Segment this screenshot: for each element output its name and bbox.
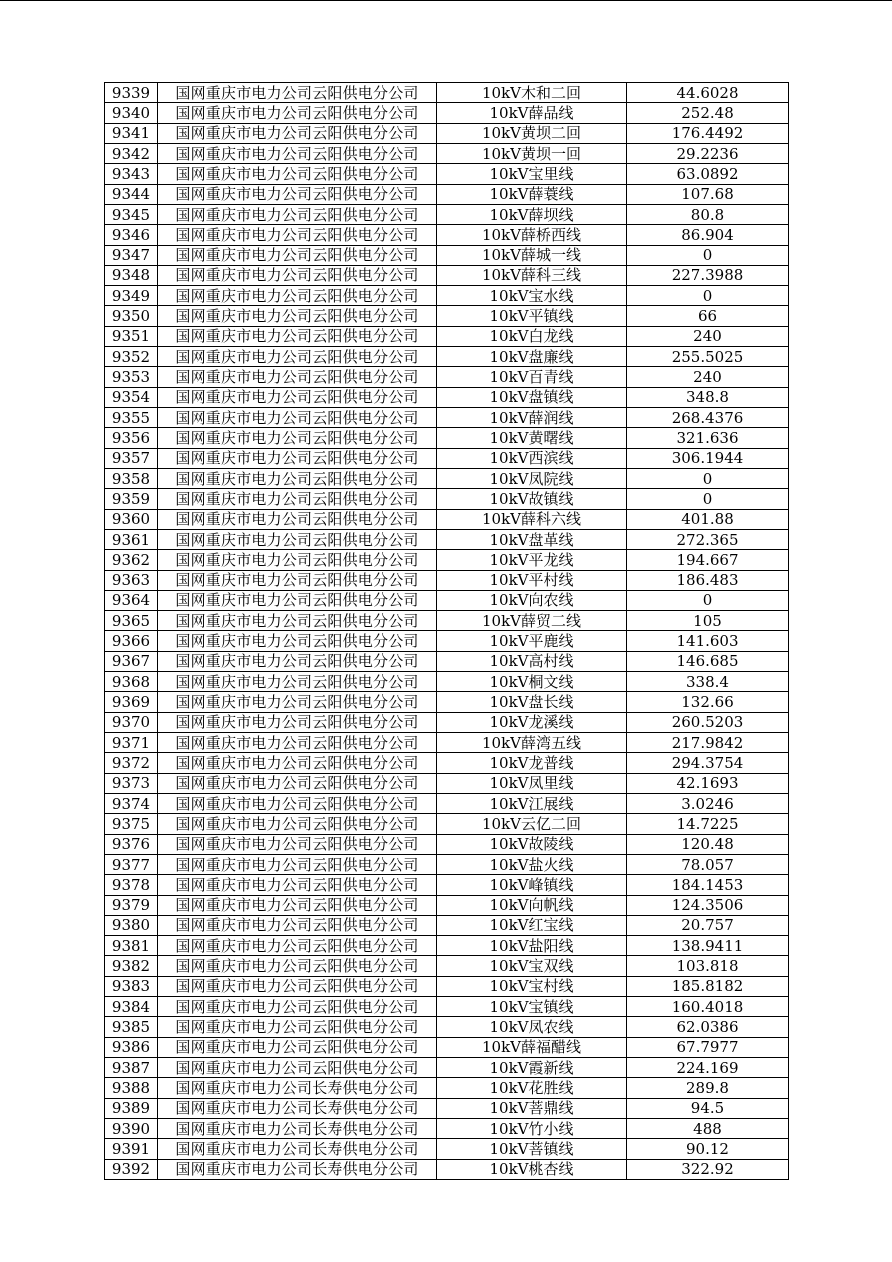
row-number: 9381: [105, 936, 158, 956]
company-name: 国网重庆市电力公司云阳供电分公司: [158, 468, 437, 488]
row-number: 9391: [105, 1139, 158, 1159]
company-name: 国网重庆市电力公司云阳供电分公司: [158, 814, 437, 834]
line-name: 10kV百青线: [437, 367, 627, 387]
row-number: 9345: [105, 204, 158, 224]
line-name: 10kV盐火线: [437, 854, 627, 874]
table-row: [105, 814, 789, 834]
company-name: 国网重庆市电力公司云阳供电分公司: [158, 651, 437, 671]
value: 20.757: [627, 915, 789, 935]
table-row: [105, 143, 789, 163]
company-name: 国网重庆市电力公司长寿供电分公司: [158, 1078, 437, 1098]
table-row: [105, 773, 789, 793]
row-number: 9389: [105, 1098, 158, 1118]
value: 186.483: [627, 570, 789, 590]
line-name: 10kV薛蓑线: [437, 184, 627, 204]
company-name: 国网重庆市电力公司云阳供电分公司: [158, 834, 437, 854]
company-name: 国网重庆市电力公司云阳供电分公司: [158, 936, 437, 956]
value: 78.057: [627, 854, 789, 874]
row-number: 9354: [105, 387, 158, 407]
row-number: 9342: [105, 143, 158, 163]
value: 272.365: [627, 529, 789, 549]
row-number: 9344: [105, 184, 158, 204]
line-name: 10kV宝双线: [437, 956, 627, 976]
line-name: 10kV云亿二回: [437, 814, 627, 834]
value: 62.0386: [627, 1017, 789, 1037]
row-number: 9371: [105, 733, 158, 753]
value: 0: [627, 286, 789, 306]
value: 0: [627, 245, 789, 265]
company-name: 国网重庆市电力公司云阳供电分公司: [158, 225, 437, 245]
line-name: 10kV宝水线: [437, 286, 627, 306]
company-name: 国网重庆市电力公司云阳供电分公司: [158, 83, 437, 103]
table-row: [105, 468, 789, 488]
value: 138.9411: [627, 936, 789, 956]
line-name: 10kV凤里线: [437, 773, 627, 793]
company-name: 国网重庆市电力公司云阳供电分公司: [158, 245, 437, 265]
row-number: 9378: [105, 875, 158, 895]
line-name: 10kV薛科六线: [437, 509, 627, 529]
line-name: 10kV平龙线: [437, 550, 627, 570]
company-name: 国网重庆市电力公司云阳供电分公司: [158, 123, 437, 143]
line-name: 10kV桐文线: [437, 672, 627, 692]
line-name: 10kV平村线: [437, 570, 627, 590]
value: 348.8: [627, 387, 789, 407]
company-name: 国网重庆市电力公司云阳供电分公司: [158, 733, 437, 753]
row-number: 9365: [105, 611, 158, 631]
value: 105: [627, 611, 789, 631]
line-name: 10kV黄坝一回: [437, 143, 627, 163]
table-row: [105, 936, 789, 956]
row-number: 9360: [105, 509, 158, 529]
value: 80.8: [627, 204, 789, 224]
line-name: 10kV西滨线: [437, 448, 627, 468]
company-name: 国网重庆市电力公司云阳供电分公司: [158, 529, 437, 549]
table-row: [105, 1098, 789, 1118]
row-number: 9362: [105, 550, 158, 570]
company-name: 国网重庆市电力公司云阳供电分公司: [158, 265, 437, 285]
row-number: 9349: [105, 286, 158, 306]
table-row: [105, 408, 789, 428]
value: 260.5203: [627, 712, 789, 732]
value: 94.5: [627, 1098, 789, 1118]
table-row: [105, 164, 789, 184]
row-number: 9368: [105, 672, 158, 692]
table-row: [105, 448, 789, 468]
company-name: 国网重庆市电力公司云阳供电分公司: [158, 773, 437, 793]
line-name: 10kV红宝线: [437, 915, 627, 935]
table-row: [105, 651, 789, 671]
company-name: 国网重庆市电力公司云阳供电分公司: [158, 712, 437, 732]
row-number: 9377: [105, 854, 158, 874]
table-row: [105, 225, 789, 245]
table-row: [105, 611, 789, 631]
value: 224.169: [627, 1058, 789, 1078]
row-number: 9356: [105, 428, 158, 448]
line-name: 10kV薛坝线: [437, 204, 627, 224]
value: 240: [627, 367, 789, 387]
table-row: [105, 793, 789, 813]
company-name: 国网重庆市电力公司云阳供电分公司: [158, 367, 437, 387]
table-row: [105, 1078, 789, 1098]
company-name: 国网重庆市电力公司云阳供电分公司: [158, 408, 437, 428]
value: 132.66: [627, 692, 789, 712]
company-name: 国网重庆市电力公司云阳供电分公司: [158, 103, 437, 123]
company-name: 国网重庆市电力公司云阳供电分公司: [158, 489, 437, 509]
company-name: 国网重庆市电力公司云阳供电分公司: [158, 509, 437, 529]
row-number: 9355: [105, 408, 158, 428]
line-name: 10kV薛城一线: [437, 245, 627, 265]
value: 294.3754: [627, 753, 789, 773]
line-name: 10kV向帆线: [437, 895, 627, 915]
value: 90.12: [627, 1139, 789, 1159]
row-number: 9346: [105, 225, 158, 245]
value: 124.3506: [627, 895, 789, 915]
line-name: 10kV平鹿线: [437, 631, 627, 651]
company-name: 国网重庆市电力公司云阳供电分公司: [158, 854, 437, 874]
company-name: 国网重庆市电力公司云阳供电分公司: [158, 387, 437, 407]
company-name: 国网重庆市电力公司云阳供电分公司: [158, 1037, 437, 1057]
line-name: 10kV宝里线: [437, 164, 627, 184]
row-number: 9367: [105, 651, 158, 671]
value: 42.1693: [627, 773, 789, 793]
value: 0: [627, 590, 789, 610]
company-name: 国网重庆市电力公司云阳供电分公司: [158, 306, 437, 326]
company-name: 国网重庆市电力公司云阳供电分公司: [158, 915, 437, 935]
row-number: 9353: [105, 367, 158, 387]
line-name: 10kV桃杏线: [437, 1159, 627, 1179]
line-name: 10kV凤院线: [437, 468, 627, 488]
line-name: 10kV菩镇线: [437, 1139, 627, 1159]
value: 120.48: [627, 834, 789, 854]
value: 0: [627, 468, 789, 488]
table-row: [105, 733, 789, 753]
table-row: [105, 712, 789, 732]
row-number: 9357: [105, 448, 158, 468]
company-name: 国网重庆市电力公司云阳供电分公司: [158, 895, 437, 915]
row-number: 9374: [105, 793, 158, 813]
value: 66: [627, 306, 789, 326]
line-name: 10kV宝镇线: [437, 997, 627, 1017]
company-name: 国网重庆市电力公司长寿供电分公司: [158, 1139, 437, 1159]
value: 185.8182: [627, 976, 789, 996]
row-number: 9363: [105, 570, 158, 590]
line-name: 10kV花胜线: [437, 1078, 627, 1098]
row-number: 9388: [105, 1078, 158, 1098]
row-number: 9366: [105, 631, 158, 651]
value: 67.7977: [627, 1037, 789, 1057]
value: 0: [627, 489, 789, 509]
table-row: [105, 489, 789, 509]
value: 321.636: [627, 428, 789, 448]
value: 176.4492: [627, 123, 789, 143]
row-number: 9390: [105, 1118, 158, 1138]
company-name: 国网重庆市电力公司云阳供电分公司: [158, 164, 437, 184]
table-row: [105, 956, 789, 976]
table-row: [105, 509, 789, 529]
line-name: 10kV木和二回: [437, 83, 627, 103]
company-name: 国网重庆市电力公司云阳供电分公司: [158, 448, 437, 468]
table-row: [105, 834, 789, 854]
row-number: 9392: [105, 1159, 158, 1179]
row-number: 9387: [105, 1058, 158, 1078]
row-number: 9372: [105, 753, 158, 773]
value: 240: [627, 326, 789, 346]
line-name: 10kV龙溪线: [437, 712, 627, 732]
value: 194.667: [627, 550, 789, 570]
row-number: 9386: [105, 1037, 158, 1057]
company-name: 国网重庆市电力公司云阳供电分公司: [158, 753, 437, 773]
line-name: 10kV薛贸二线: [437, 611, 627, 631]
table-row: [105, 550, 789, 570]
table-row: [105, 387, 789, 407]
table-row: [105, 631, 789, 651]
company-name: 国网重庆市电力公司云阳供电分公司: [158, 326, 437, 346]
company-name: 国网重庆市电力公司云阳供电分公司: [158, 1058, 437, 1078]
row-number: 9340: [105, 103, 158, 123]
company-name: 国网重庆市电力公司云阳供电分公司: [158, 204, 437, 224]
company-name: 国网重庆市电力公司云阳供电分公司: [158, 184, 437, 204]
company-name: 国网重庆市电力公司长寿供电分公司: [158, 1098, 437, 1118]
value: 160.4018: [627, 997, 789, 1017]
table-row: [105, 286, 789, 306]
value: 29.2236: [627, 143, 789, 163]
table-row: [105, 265, 789, 285]
company-name: 国网重庆市电力公司云阳供电分公司: [158, 692, 437, 712]
line-name: 10kV薛科三线: [437, 265, 627, 285]
company-name: 国网重庆市电力公司云阳供电分公司: [158, 611, 437, 631]
company-name: 国网重庆市电力公司长寿供电分公司: [158, 1118, 437, 1138]
table-row: [105, 529, 789, 549]
row-number: 9383: [105, 976, 158, 996]
table-row: [105, 123, 789, 143]
line-name: 10kV白龙线: [437, 326, 627, 346]
line-name: 10kV盘廉线: [437, 347, 627, 367]
row-number: 9384: [105, 997, 158, 1017]
company-name: 国网重庆市电力公司云阳供电分公司: [158, 570, 437, 590]
table-row: [105, 306, 789, 326]
company-name: 国网重庆市电力公司云阳供电分公司: [158, 550, 437, 570]
table-row: [105, 245, 789, 265]
table-row: [105, 428, 789, 448]
row-number: 9370: [105, 712, 158, 732]
table-row: [105, 753, 789, 773]
line-name: 10kV宝村线: [437, 976, 627, 996]
value: 103.818: [627, 956, 789, 976]
data-table: [104, 82, 789, 1180]
table-row: [105, 1017, 789, 1037]
row-number: 9350: [105, 306, 158, 326]
table-row: [105, 1139, 789, 1159]
line-name: 10kV盐阳线: [437, 936, 627, 956]
line-name: 10kV向农线: [437, 590, 627, 610]
line-name: 10kV峰镇线: [437, 875, 627, 895]
row-number: 9376: [105, 834, 158, 854]
row-number: 9361: [105, 529, 158, 549]
row-number: 9339: [105, 83, 158, 103]
value: 289.8: [627, 1078, 789, 1098]
company-name: 国网重庆市电力公司云阳供电分公司: [158, 672, 437, 692]
table-row: [105, 976, 789, 996]
line-name: 10kV黄坝二回: [437, 123, 627, 143]
row-number: 9352: [105, 347, 158, 367]
table-row: [105, 103, 789, 123]
line-name: 10kV菩鼎线: [437, 1098, 627, 1118]
row-number: 9382: [105, 956, 158, 976]
table-row: [105, 915, 789, 935]
row-number: 9343: [105, 164, 158, 184]
table-row: [105, 692, 789, 712]
value: 488: [627, 1118, 789, 1138]
line-name: 10kV故陵线: [437, 834, 627, 854]
table-row: [105, 1118, 789, 1138]
company-name: 国网重庆市电力公司云阳供电分公司: [158, 1017, 437, 1037]
company-name: 国网重庆市电力公司云阳供电分公司: [158, 590, 437, 610]
line-name: 10kV薛润线: [437, 408, 627, 428]
table-row: [105, 347, 789, 367]
company-name: 国网重庆市电力公司云阳供电分公司: [158, 347, 437, 367]
table-row: [105, 1058, 789, 1078]
company-name: 国网重庆市电力公司云阳供电分公司: [158, 143, 437, 163]
value: 401.88: [627, 509, 789, 529]
table-body: [105, 83, 789, 1180]
value: 141.603: [627, 631, 789, 651]
table-row: [105, 997, 789, 1017]
line-name: 10kV龙普线: [437, 753, 627, 773]
row-number: 9359: [105, 489, 158, 509]
line-name: 10kV盘革线: [437, 529, 627, 549]
company-name: 国网重庆市电力公司云阳供电分公司: [158, 793, 437, 813]
line-name: 10kV薛品线: [437, 103, 627, 123]
value: 268.4376: [627, 408, 789, 428]
line-name: 10kV高村线: [437, 651, 627, 671]
row-number: 9364: [105, 590, 158, 610]
line-name: 10kV盘镇线: [437, 387, 627, 407]
company-name: 国网重庆市电力公司云阳供电分公司: [158, 997, 437, 1017]
row-number: 9369: [105, 692, 158, 712]
table-row: [105, 895, 789, 915]
table-row: [105, 570, 789, 590]
value: 338.4: [627, 672, 789, 692]
row-number: 9375: [105, 814, 158, 834]
line-name: 10kV凤农线: [437, 1017, 627, 1037]
table-row: [105, 854, 789, 874]
value: 252.48: [627, 103, 789, 123]
row-number: 9348: [105, 265, 158, 285]
line-name: 10kV薛福醋线: [437, 1037, 627, 1057]
company-name: 国网重庆市电力公司云阳供电分公司: [158, 875, 437, 895]
value: 44.6028: [627, 83, 789, 103]
value: 184.1453: [627, 875, 789, 895]
table-row: [105, 83, 789, 103]
row-number: 9373: [105, 773, 158, 793]
line-name: 10kV平镇线: [437, 306, 627, 326]
value: 63.0892: [627, 164, 789, 184]
value: 217.9842: [627, 733, 789, 753]
value: 306.1944: [627, 448, 789, 468]
table-row: [105, 326, 789, 346]
company-name: 国网重庆市电力公司云阳供电分公司: [158, 428, 437, 448]
table-row: [105, 367, 789, 387]
line-name: 10kV霞新线: [437, 1058, 627, 1078]
value: 146.685: [627, 651, 789, 671]
table-row: [105, 875, 789, 895]
line-name: 10kV江展线: [437, 793, 627, 813]
row-number: 9347: [105, 245, 158, 265]
row-number: 9351: [105, 326, 158, 346]
line-name: 10kV盘长线: [437, 692, 627, 712]
table-row: [105, 204, 789, 224]
value: 255.5025: [627, 347, 789, 367]
line-name: 10kV黄曙线: [437, 428, 627, 448]
value: 86.904: [627, 225, 789, 245]
row-number: 9380: [105, 915, 158, 935]
page-top-rule: [0, 0, 892, 1]
company-name: 国网重庆市电力公司云阳供电分公司: [158, 976, 437, 996]
table-row: [105, 1037, 789, 1057]
line-name: 10kV薛桥西线: [437, 225, 627, 245]
company-name: 国网重庆市电力公司云阳供电分公司: [158, 956, 437, 976]
value: 322.92: [627, 1159, 789, 1179]
table-row: [105, 672, 789, 692]
line-name: 10kV竹小线: [437, 1118, 627, 1138]
row-number: 9341: [105, 123, 158, 143]
table-row: [105, 184, 789, 204]
line-name: 10kV故镇线: [437, 489, 627, 509]
value: 3.0246: [627, 793, 789, 813]
value: 14.7225: [627, 814, 789, 834]
value: 227.3988: [627, 265, 789, 285]
row-number: 9379: [105, 895, 158, 915]
row-number: 9358: [105, 468, 158, 488]
company-name: 国网重庆市电力公司云阳供电分公司: [158, 631, 437, 651]
value: 107.68: [627, 184, 789, 204]
table-row: [105, 590, 789, 610]
company-name: 国网重庆市电力公司云阳供电分公司: [158, 286, 437, 306]
row-number: 9385: [105, 1017, 158, 1037]
line-name: 10kV薛湾五线: [437, 733, 627, 753]
company-name: 国网重庆市电力公司长寿供电分公司: [158, 1159, 437, 1179]
table-row: [105, 1159, 789, 1179]
